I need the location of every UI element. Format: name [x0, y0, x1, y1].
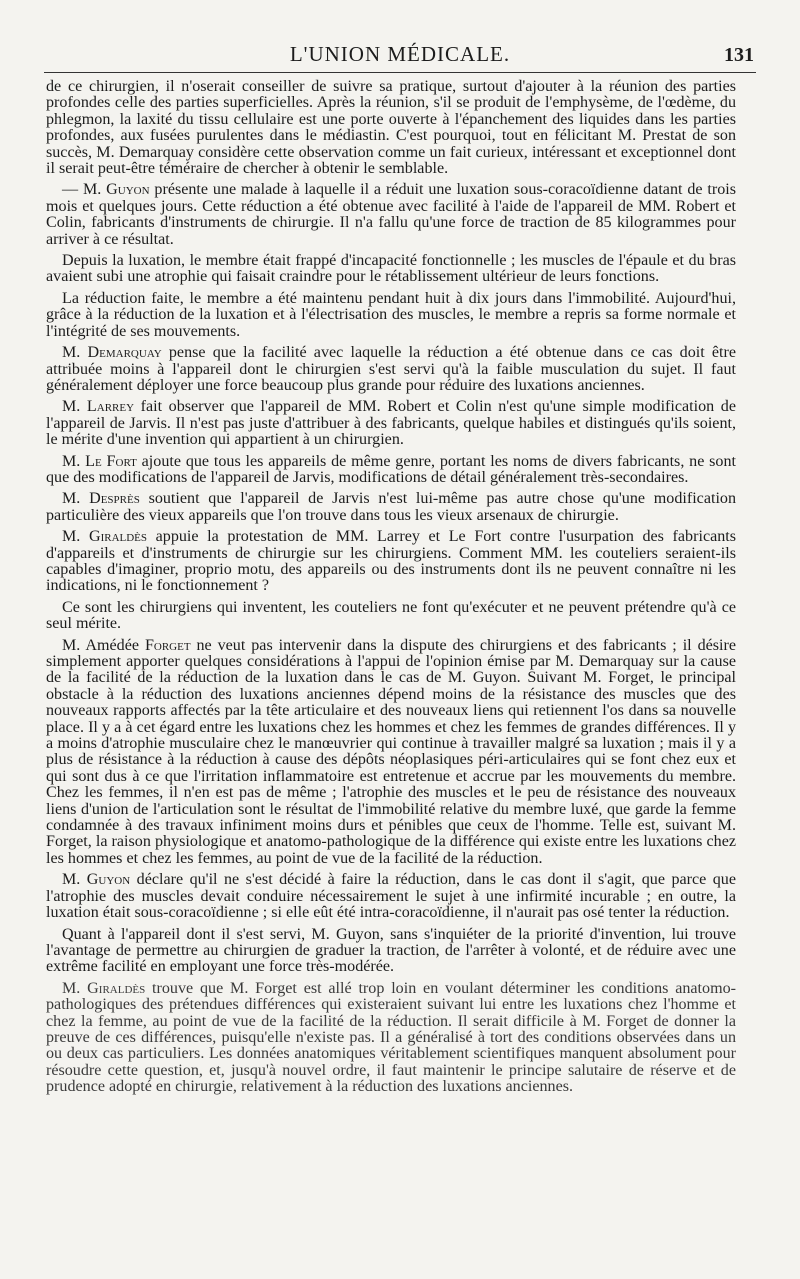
paragraph-text: M.	[62, 528, 89, 546]
paragraph	[46, 927, 736, 976]
paragraph-text: fait observer que l'appareil de MM. Robert et Colin n'est qu'une simple modification de l'appareil de Jarvis. Il n'est pas juste d'attribuer à des fabricants, quelque habiles et distingués qu'ils soient, le mérite d'une invention qui appartient à un chirurgien.	[46, 398, 736, 449]
paragraph-text: M. Amédée	[62, 636, 145, 654]
paragraph-text: présente une malade à laquelle il a réduit une luxation sous-coracoïdienne datant de trois mois et quelques jours. Cette réduction a été obtenue avec facilité à l'aide de l'appareil de MM. Robert et Colin, fabricants d'instruments de chirurgie. Il n'a fallu qu'une force de traction de 85 kilogrammes pour arriver à ce résultat.	[46, 181, 736, 248]
paragraph-text: La réduction faite, le membre a été maintenu pendant huit à dix jours dans l'immobilité. Aujourd'hui, grâce à la réduction de la luxation et à l'électrisation des muscles, le membre a repris sa forme normale et l'intégrité de ses mouvements.	[46, 289, 736, 340]
paragraph	[46, 291, 736, 340]
paragraph-text: soutient que l'appareil de Jarvis n'est lui-même pas autre chose qu'une modification particulière des vieux appareils que l'on trouve dans tous les vieux arsenaux de chirurgie.	[46, 490, 737, 524]
header-rule	[44, 72, 756, 73]
paragraph-text: M.	[62, 979, 88, 997]
paragraph	[46, 345, 736, 394]
paragraph-text: — M.	[62, 181, 107, 199]
paragraph-text: trouve que M. Forget est allé trop loin en voulant déterminer les conditions anatomo-pathologiques des prétendues différences qui existeraient suivant lui entre les luxations chez l'homme et chez la femme, au point de vue de la facilité de la réduction. Il serait difficile à M. Forget de donner la preuve de ces différences, puisqu'elle n'existe pas. Il a généralisé à tort des conditions observées dans un ou deux cas particuliers. Les données anatomiques véritablement scientifiques manquent absolument pour résoudre cette question, et, jusqu'à nouvel ordre, il faut maintenir le principe salutaire de réserve et de prudence adopté en chirurgie, relativement à la réduction des luxations anciennes.	[46, 979, 737, 1096]
paragraph-text: appuie la protestation de MM. Larrey et Le Fort contre l'usurpation des fabricants d'appareils et d'instruments de chirurgie sur les chirurgiens. Comment MM. les couteliers seraient-ils capables d'imaginer,	[46, 528, 737, 578]
paragraph	[46, 399, 736, 448]
paragraph-text: M.	[62, 344, 88, 362]
speaker-name: Giraldès	[88, 528, 148, 546]
paragraph-text: M.	[62, 452, 86, 470]
paragraph	[46, 491, 736, 524]
paragraph-text: de ce chirurgien, il n'oserait conseiller de suivre sa pratique, surtout d'ajouter à la réunion des parties profondes celle des parties superficielles. Après la réunion, s'il se produit de l'emphysème, de l'œdème, du phlegmon, la laxité du tissu cellulaire est une porte ouverte à l'épanchement des liquides dans les parties profondes, aux fusées purulentes dans le médiastin. C'est pourquoi, tout en félicitant M. Prestat de son succès, M. Demarquay considère cette observation comme un fait curieux, intéressant et exceptionnel dont il serait peut-être téméraire de chercher à obtenir le semblable.	[46, 78, 736, 178]
paragraph-text: Depuis la luxation, le membre était frappé d'incapacité fonctionnelle ; les muscles de l'épaule et du bras avaient subi une atrophie qui faisait craindre pour le rétablissement ultérieur de leurs fonctions.	[46, 252, 736, 286]
italic-phrase: proprio motu	[184, 560, 271, 578]
speaker-name: Le Fort	[85, 452, 137, 470]
paragraph-text: M.	[62, 398, 87, 416]
paragraph-text: pense que la facilité avec laquelle la réduction a été obtenue dans ce cas doit être attribuée moins à l'appareil dont le chirurgien s'est servi qu'à la faible musculation du sujet. Il faut généralement déployer une force beaucoup plus grande pour réduire des luxations anciennes.	[46, 344, 737, 394]
paragraph	[46, 529, 736, 595]
paragraph	[46, 253, 736, 286]
speaker-name: Guyon	[86, 871, 131, 889]
paragraph-text: M.	[62, 871, 87, 889]
paragraph	[46, 872, 736, 921]
paragraph-text: ajoute que tous les appareils de même genre, portant les noms de divers fabricants, ne sont que des modifications de l'appareil de Jarvis, modifications de détail généralement très-secondaires.	[46, 452, 737, 486]
speaker-name: Larrey	[86, 398, 135, 416]
page-header	[40, 42, 760, 76]
speaker-name: Guyon	[106, 181, 150, 199]
paragraph	[46, 454, 736, 487]
paragraph-text: déclare qu'il ne s'est décidé à faire la réduction, dans le cas dont il s'agit, que parce que l'atrophie des muscles devait conduire nécessairement le sujet à une infirmité incurable ; en outre, la luxation était sous-coracoïdienne ; si elle eût été intra-coracoïdienne, il n'aurait pas osé tenter la réduction.	[46, 871, 736, 922]
speaker-name: Forget	[144, 636, 191, 654]
body-text	[46, 79, 736, 1101]
paragraph	[46, 182, 736, 248]
paragraph-text: , des appareils ou des instruments dont ils ne peuvent connaître ni les indications, ni le fonctionnement ?	[46, 560, 737, 595]
paragraph	[46, 981, 736, 1096]
speaker-name: Giraldès	[87, 979, 146, 997]
speaker-name: Desprès	[89, 490, 140, 508]
paragraph-text: M.	[62, 490, 90, 508]
paragraph-text: Ce sont les chirurgiens qui inventent, les couteliers ne font qu'exécuter et ne peuvent prétendre qu'à ce seul mérite.	[46, 598, 736, 633]
paragraph	[46, 79, 736, 177]
paragraph-text: ne veut pas intervenir dans la dispute des chirurgiens et des fabricants ; il désire simplement apporter quelques considérations à l'appui de l'opinion émise par M. Demarquay sur la cause de la facilité de la réduction de la luxation dans le cas de M. Guyon. Suivant M. Forget, le principal obstacle à la réduction des luxations anciennes dépend moins de la résistance des muscles que des nouveaux rapports affectés par la tête articulaire et des nouveaux liens qui retiennent l'os dans sa nouvelle place. Il y a à cet égard entre les luxations chez les hommes et chez les femmes de grandes différences. Il y a moins d'atrophie musculaire chez le manœuvrier qui continue à travailler malgré sa luxation ; mais il y a plus de résistance à la réduction à cause des dépôts néoplasiques péri-articulaires qui se font chez eux et qui sont dus à ce que l'irritation inflammatoire est entretenue et accrue par les mouvements du membre. Chez les femmes, il n'en est pas de même ; l'atrophie des muscles et le peu de résistance des nouveaux liens d'union de l'articulation sont le résultat de l'immobilité relative du membre luxé, que garde la femme condamnée à des travaux infiniment moins durs et pénibles que ceux de l'homme. Telle est, suivant M. Forget, la raison physiologique et anatomo-pathologique de la différence qui existe entre les luxations chez les hommes et chez les femmes, au point de vue de la facilité de la réduction.	[46, 636, 736, 867]
paragraph	[46, 638, 736, 868]
page-number: 131	[724, 44, 754, 66]
speaker-name: Demarquay	[87, 344, 162, 362]
running-title: L'UNION MÉDICALE.	[289, 42, 511, 66]
paragraph	[46, 600, 736, 633]
paragraph-text: Quant à l'appareil dont il s'est servi, M. Guyon, sans s'inquiéter de la priorité d'invention, lui trouve l'avantage de permettre au chirurgien de graduer la traction, de l'arrêter à volonté, et de réduire avec une extrême facilité en employant une force très-modérée.	[46, 925, 736, 976]
